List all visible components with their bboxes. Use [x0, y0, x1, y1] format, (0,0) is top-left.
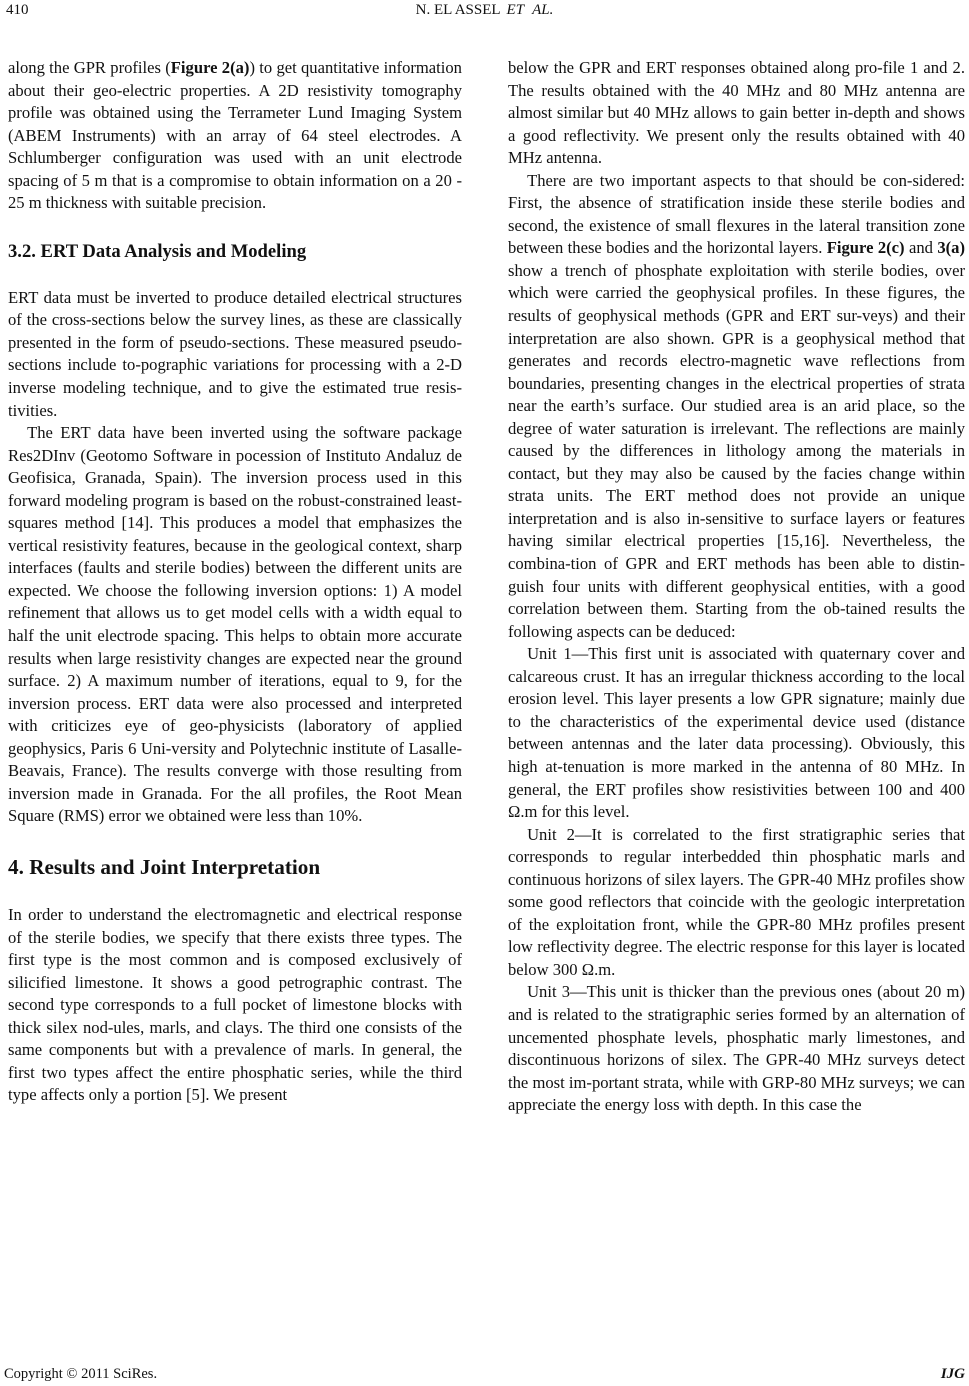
paragraph-unit-3: Unit 3—This unit is thicker than the previous ones (about 20 m) and is related to the stratigraphic series formed by an alternation of uncemented phosphate levels, phosphatic marly limestones, and discontinuous horizons of silex. The GPR-40 MHz surveys detect the most im-portant strata, while with GRP-80 MHz surveys; we can appreciate the energy loss with depth. In this case the [508, 982, 965, 1115]
page-number: 410 [6, 2, 29, 18]
paragraph [508, 170, 965, 643]
running-head-et: ET [506, 2, 525, 18]
paragraph-text: along the GPR profiles ( [8, 58, 171, 77]
figure-reference-link[interactable]: Figure 2(a) [170, 58, 250, 77]
figure-reference-link[interactable]: 3(a) [937, 238, 966, 258]
paragraph: The ERT data have been inverted using the software package Res2DInv (Geotomo Software in pocession of Instituto Andaluz de Geofisica, Granada, Spain). The inversion process used in this forward modeling program is based on the robust-constrained least-squares method [14]. This produces a model that emphasizes the vertical resistivity features, because in the geological context, sharp interfaces (faults and sterile bodies) between the different units are expected. We choose the following inversion options: 1) A model refinement that allows us to get model cells with a width equal to half the unit electrode spacing. This helps to obtain more accurate results when large resistivity changes are expected near the ground surface. 2) A maximum number of iterations, equal to 9, for the inversion process. ERT data were also processed and interpreted with criticizes eye of geo-physicists (laboratory of applied geophysics, Paris 6 Uni-versity and Polytechnic institute of Lasalle-Beavais, France). The results converge with those resulting from inversion made in Granada. For the all profiles, the Root Mean Square (RMS) error we obtained were less than 10%. [8, 423, 462, 826]
running-head [0, 0, 969, 20]
paragraph-text: There are two important aspects to that should be con-sidered: First, the absence of stratification inside these sterile bodies and second, the existence of small flexures in the lateral transition zone between these bodies and the horizontal layers. [508, 170, 965, 258]
section-heading-4: 4. Results and Joint Interpretation [8, 854, 321, 879]
running-head-author: N. EL ASSEL [415, 2, 501, 18]
left-column [8, 57, 462, 1107]
right-column [508, 57, 965, 1117]
paragraph: below the GPR and ERT responses obtained along pro-file 1 and 2. The results obtained with the 40 MHz and 80 MHz antenna are almost similar but 40 MHz allows to gain better in-depth and shows a good reflectivity. We present only the results obtained with 40 MHz antenna. [508, 58, 965, 168]
paragraph-text: show a trench of phosphate exploitation with sterile bodies, over which were carried the geophysical profiles. In these figures, the results of geophysical methods (GPR and ERT sur-veys) and their interpretation are also shown. GPR is a geophysical method that generates and records electro-magnetic wave reflections from boundaries, presenting changes in the electrical properties of strata near the earth’s surface. Our studied area is an arid place, so the degree of water saturation is irrelevant. The reflections are mainly caused by the differences in lithology among the materials in contact, but they may also be caused by the facies change within strata units. The ERT method does not provide an unique interpretation and is also in-sensitive to surface layers or features having similar electrical properties [15,16]. Nevertheless, the combina-tion of GPR and ERT methods has been able to distin-guish four units with different geophysical entities, with a good correlation between them. Starting from the ob-tained results the following aspects can be deduced: [508, 260, 965, 641]
footer-journal: IJG [940, 1366, 965, 1382]
figure-reference-link[interactable]: Figure 2(c) [826, 238, 905, 258]
paragraph [8, 57, 462, 215]
footer-copyright: Copyright © 2011 SciRes. [4, 1366, 158, 1382]
section-heading-3-2: 3.2. ERT Data Analysis and Modeling [8, 240, 307, 262]
paragraph-unit-1: Unit 1—This first unit is associated with quaternary cover and calcareous crust. It has an irregular thickness according to the local erosion level. This layer presents a low GPR signature; mainly due to the characteristics of the experimental device used (distance between antennas and the later data processing). Obviously, this high at-tenuation is more marked in the antenna of 80 MHz. In general, the ERT profiles show resistivities between 100 and 400 Ω.m for this level. [508, 644, 965, 822]
paragraph: ERT data must be inverted to produce detailed electrical structures of the cross-sections below the survey lines, as these are classically presented in the form of pseudo-sections. These measured pseudo-sections include to-pographic variations for processing with a 2-D inverse modeling technique, and to give the estimated true resis-tivities. [8, 287, 462, 420]
paragraph-text: ) to get quantitative information about their geo-electric properties. A 2D resistivity tomography profile was obtained using the Terrameter Lund Imaging System (ABEM Instruments) with an array of 64 steel electrodes. A Schlumberger configuration was used with an unit electrode spacing of 5 m that is a compromise to obtain information on a 20 - 25 m thickness with suitable precision. [8, 58, 462, 213]
paragraph-unit-2: Unit 2—It is correlated to the first stratigraphic series that corresponds to regular interbedded thin phosphatic marls and continuous horizons of silex layers. The GPR-40 MHz profiles show some good reflectors that coincide with the geologic interpretation of the exploitation front, while the GPR-80 MHz profiles present low reflectivity degree. The electric response for this layer is located below 300 Ω.m. [508, 824, 965, 979]
paragraph-text: and [904, 238, 938, 258]
paragraph: In order to understand the electromagnetic and electrical response of the sterile bodies, we specify that there exists three types. The first type is the most common and is composed exclusively of silicified limestone. It shows a good petrographic contrast. The second type corresponds to a full pocket of limestone blocks with thick silex nod-ules, marls, and clays. The third one consists of the same components but with a prevalence of marls. In general, the first two types affect the entire phosphatic series, while the third type affects only a portion [5]. We present [8, 904, 462, 1105]
running-head-al: AL. [532, 2, 554, 18]
